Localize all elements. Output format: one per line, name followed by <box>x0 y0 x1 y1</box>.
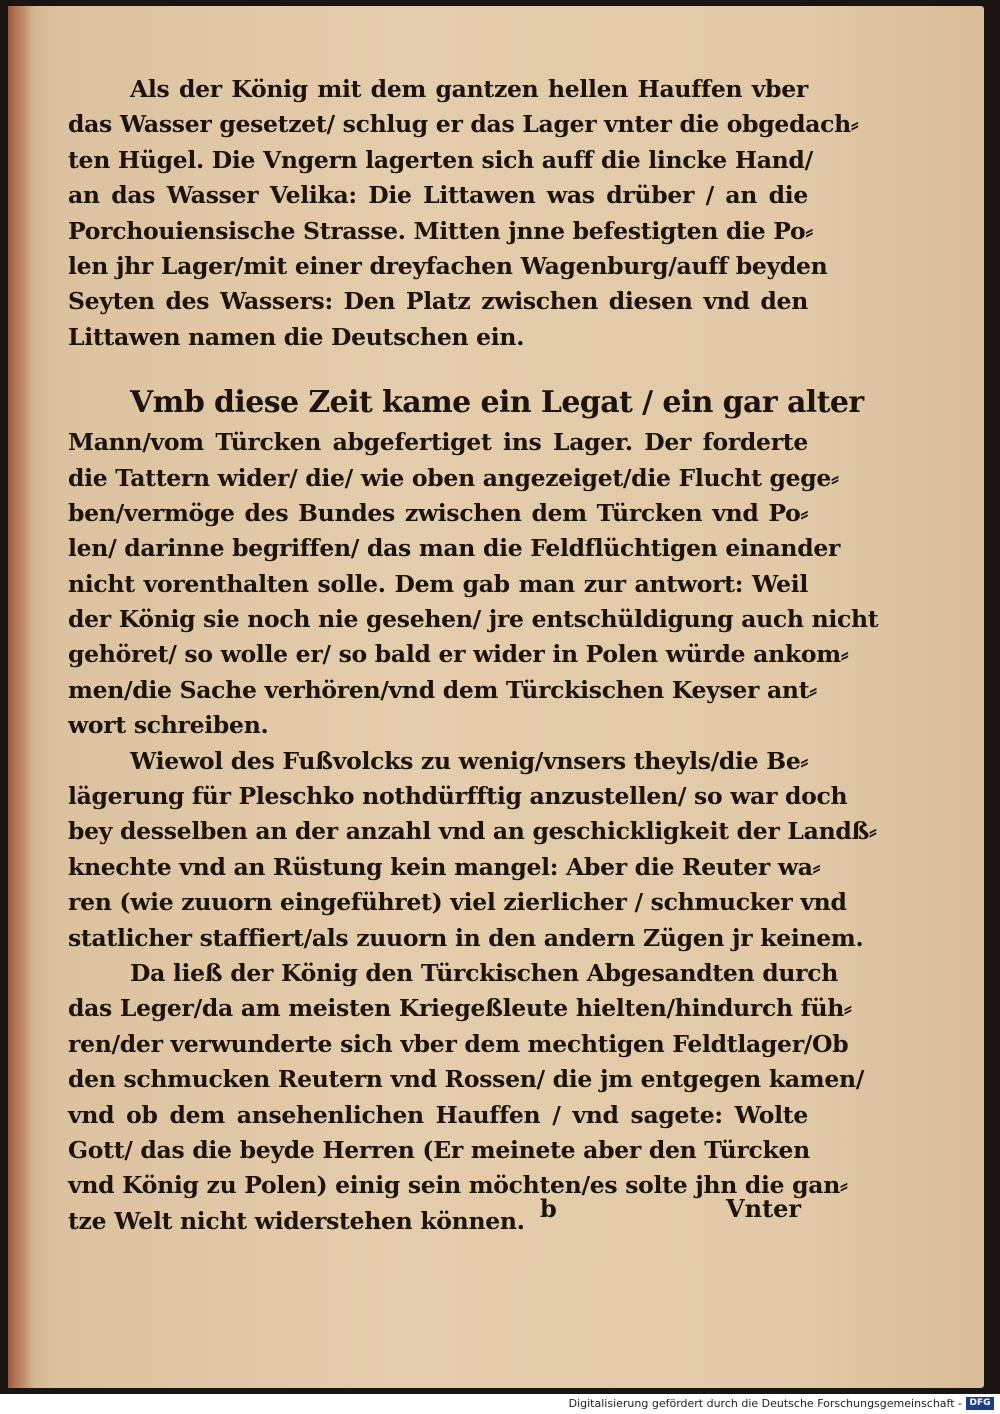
text-line: Porchouiensische Strasse. Mitten jnne befestigten die Po⸗ <box>68 216 813 245</box>
text-line: der König sie noch nie gesehen/ jre entschüldigung auch nicht <box>68 605 879 634</box>
text-line: ren (wie zuuorn eingeführet) viel zierlicher / schmucker vnd <box>68 888 847 917</box>
text-line: Seyten des Wassers: Den Platz zwischen diesen vnd den <box>68 287 808 316</box>
text-line: statlicher staffiert/als zuuorn in den andern Zügen jr keinem. <box>68 923 864 952</box>
signature-mark: b <box>540 1194 557 1223</box>
text-line: Littawen namen die Deutschen ein. <box>68 322 525 351</box>
text-line: vnd ob dem ansehenlichen Hauffen / vnd sagete: Wolte <box>68 1100 808 1129</box>
text-line: das Leger/da am meisten Kriegeßleute hielten/hindurch füh⸗ <box>68 994 852 1023</box>
footer-bar <box>0 1394 1000 1414</box>
text-line: Da ließ der König den Türckischen Abgesandten durch <box>130 958 839 987</box>
text-line: Als der König mit dem gantzen hellen Hauffen vber <box>130 75 808 103</box>
text-line: den schmucken Reutern vnd Rossen/ die jm entgegen kamen/ <box>68 1065 865 1094</box>
paragraph-4 <box>68 956 865 1239</box>
text-line: Wiewol des Fußvolcks zu wenig/vnsers theyls/die Be⸗ <box>130 746 808 775</box>
page-text <box>68 72 879 1239</box>
text-line: len/ darinne begriffen/ das man die Feldflüchtigen einander <box>68 534 841 563</box>
text-line: wort schreiben. <box>68 711 269 740</box>
text-line: bey desselben an der anzahl vnd an geschickligkeit der Landß⸗ <box>68 817 877 846</box>
paragraph-2 <box>68 381 879 744</box>
text-line: das Wasser gesetzet/ schlug er das Lager vnter die obgedach⸗ <box>68 110 859 139</box>
text-line: men/die Sache verhören/vnd dem Türckischen Keyser ant⸗ <box>68 675 817 704</box>
text-line: ten Hügel. Die Vngern lagerten sich auff die lincke Hand/ <box>68 145 813 174</box>
paragraph-gap <box>68 355 808 381</box>
paragraph-3 <box>68 744 877 956</box>
text-line: lägerung für Pleschko nothdürfftig anzustellen/ so war doch <box>68 782 848 811</box>
text-line: vnd König zu Polen) einig sein möchten/es solte jhn die gan⸗ <box>68 1171 848 1200</box>
text-line: knechte vnd an Rüstung kein mangel: Aber die Reuter wa⸗ <box>68 852 821 881</box>
text-line: tze Welt nicht widerstehen können. <box>68 1206 525 1235</box>
text-line: nicht vorenthalten solle. Dem gab man zur antwort: Weil <box>68 569 808 598</box>
paragraph-heading-line: Vmb diese Zeit kame ein Legat / ein gar alter <box>130 385 864 421</box>
text-line: len jhr Lager/mit einer dreyfachen Wagenburg/auff beyden <box>68 251 828 280</box>
text-line: Mann/vom Türcken abgefertiget ins Lager. Der forderte <box>68 428 808 457</box>
text-line: gehöret/ so wolle er/ so bald er wider in Polen würde ankom⸗ <box>68 640 849 669</box>
paragraph-1 <box>68 72 859 355</box>
book-page <box>8 6 984 1388</box>
funding-credit: Digitalisierung gefördert durch die Deutsche Forschungsgemeinschaft - <box>568 1397 962 1410</box>
text-line: an das Wasser Velika: Die Littawen was drüber / an die <box>68 181 808 210</box>
text-line: ben/vermöge des Bundes zwischen dem Türcken vnd Po⸗ <box>68 498 808 527</box>
catchword: Vnter <box>726 1194 802 1223</box>
dfg-logo: DFG <box>966 1397 994 1410</box>
text-line: Gott/ das die beyde Herren (Er meinete aber den Türcken <box>68 1135 810 1164</box>
text-line: die Tattern wider/ die/ wie oben angezeiget/die Flucht gege⸗ <box>68 463 839 492</box>
text-line: ren/der verwunderte sich vber dem mechtigen Feldtlager/Ob <box>68 1029 849 1058</box>
